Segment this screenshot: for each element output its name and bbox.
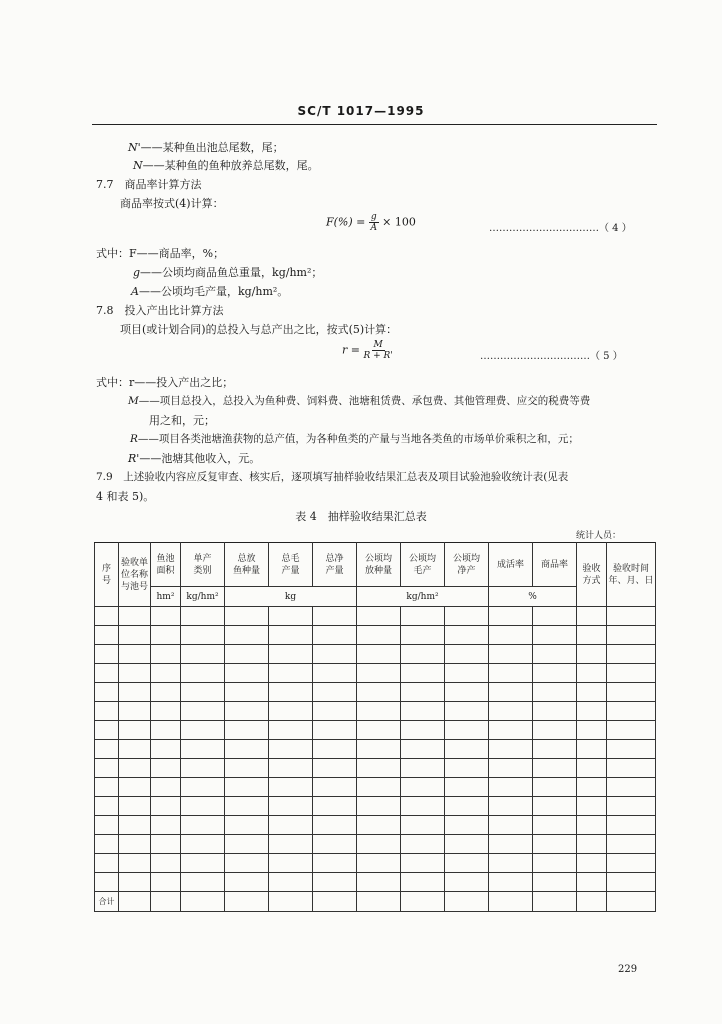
table-row (95, 702, 656, 721)
def-symbol: A (131, 285, 139, 298)
header-method: 验收 方式 (577, 543, 607, 607)
equation-number-4: ……………………………（ 4 ） (489, 223, 632, 234)
total-row (95, 892, 656, 912)
fraction-numerator: M (373, 340, 383, 350)
def-a (131, 283, 288, 299)
formula-right: × 100 (382, 215, 416, 229)
table-row (95, 873, 656, 892)
table-row (95, 683, 656, 702)
header-date: 验收时间 年、月、日 (607, 543, 656, 607)
page-number: 229 (618, 964, 638, 975)
def-r-prime (128, 450, 260, 466)
def-m-cont (149, 412, 215, 428)
header-total-gross: 总毛 产量 (269, 543, 313, 587)
header-survival-rate: 成活率 (489, 543, 533, 587)
section-7-7-intro: 商品率按式(4)计算： (120, 197, 224, 210)
section-7-8-intro: 项目(或计划合同)的总投入与总产出之比，按式(5)计算： (120, 323, 398, 336)
table-row (95, 664, 656, 683)
header-pond-area: 鱼池 面积 (151, 543, 181, 587)
formula-left: r = (342, 343, 360, 357)
header-rule (92, 124, 657, 125)
def-text: ——池塘其他收入，元。 (139, 452, 261, 465)
section-7-8-title: 7.8 投入产出比计算方法 (96, 304, 224, 317)
def-text: ——某种鱼出池总尾数，尾； (140, 141, 284, 154)
def-symbol: 式中：r (96, 376, 135, 389)
def-text: ——项目总投入，总投入为鱼种费、饲料费、池塘租赁费、承包费、其他管理费、应交的税费等费 (138, 395, 591, 407)
total-label: 合计 (95, 892, 119, 912)
table-row (95, 816, 656, 835)
section-7-7-title: 7.7 商品率计算方法 (96, 178, 202, 191)
def-r-big (130, 431, 579, 446)
table-row (95, 797, 656, 816)
table-caption: 表 4 抽样验收结果汇总表 (295, 510, 427, 523)
def-m (128, 393, 590, 408)
unit-per-ha: kg/hm² (357, 587, 489, 607)
section-7-9-line1: 7.9 上述验收内容应反复审查、核实后，逐项填写抽样验收结果汇总表及项目试验池验收统计表(见表 (96, 471, 569, 483)
formula-4 (326, 212, 416, 233)
def-symbol: N (133, 159, 143, 172)
def-r (96, 374, 233, 390)
def-symbol: g (133, 266, 141, 279)
def-text: ——商品率，%； (136, 247, 225, 260)
def-symbol: R' (128, 452, 140, 465)
def-text: ——某种鱼的鱼种放养总尾数，尾。 (142, 159, 319, 172)
table-row (95, 854, 656, 873)
header-ha-net: 公顷均 净产 (445, 543, 489, 587)
section-7-9-line2: 4 和表 5)。 (96, 490, 155, 503)
table-row (95, 759, 656, 778)
unit-area: hm² (151, 587, 181, 607)
table-row (95, 835, 656, 854)
def-symbol: R (130, 433, 138, 445)
header-serial: 序 号 (95, 543, 119, 607)
def-symbol: 式中：F (96, 247, 137, 260)
unit-kg: kg (225, 587, 357, 607)
header-total-net: 总净 产量 (313, 543, 357, 587)
formula-left: F(%) = (326, 215, 366, 229)
def-f (96, 245, 224, 261)
def-text: ——项目各类池塘渔获物的总产值，为各种鱼类的产量与当地各类鱼的市场单价乘积之和，元； (137, 433, 579, 445)
def-text: ——投入产出之比； (134, 376, 234, 389)
def-g (133, 264, 322, 280)
table-row (95, 607, 656, 626)
def-symbol: M (128, 395, 139, 407)
header-commodity-rate: 商品率 (533, 543, 577, 587)
formula-5 (342, 340, 393, 361)
formula-fraction (369, 212, 379, 233)
table-row (95, 740, 656, 759)
def-text: ——公顷均毛产量，kg/hm²。 (138, 285, 289, 298)
def-n (133, 157, 319, 173)
header-ha-stocking: 公顷均 放种量 (357, 543, 401, 587)
table-row (95, 626, 656, 645)
unit-percent: % (489, 587, 577, 607)
def-text: 用之和，元； (149, 414, 215, 427)
fraction-denominator: A (370, 223, 378, 233)
table-row (95, 778, 656, 797)
table-row (95, 721, 656, 740)
unit-yield: kg/hm² (181, 587, 225, 607)
formula-fraction (363, 340, 392, 361)
fraction-denominator: R + R' (363, 351, 393, 361)
statistician-label: 统计人员： (576, 531, 622, 541)
def-text: ——公顷均商品鱼总重量，kg/hm²； (140, 266, 323, 279)
equation-number-5: ……………………………（ 5 ） (480, 351, 623, 362)
header-yield-class: 单产 类别 (181, 543, 225, 587)
def-n-prime (128, 139, 284, 155)
table-row (95, 645, 656, 664)
header-ha-gross: 公顷均 毛产 (401, 543, 445, 587)
header-unit-pond: 验收单 位名称 与池号 (119, 543, 151, 607)
def-symbol: N' (128, 141, 141, 154)
fraction-numerator: g (370, 212, 377, 222)
acceptance-summary-table (94, 542, 656, 912)
standard-code-header: SC/T 1017—1995 (297, 104, 425, 118)
header-total-fingerling: 总放 鱼种量 (225, 543, 269, 587)
